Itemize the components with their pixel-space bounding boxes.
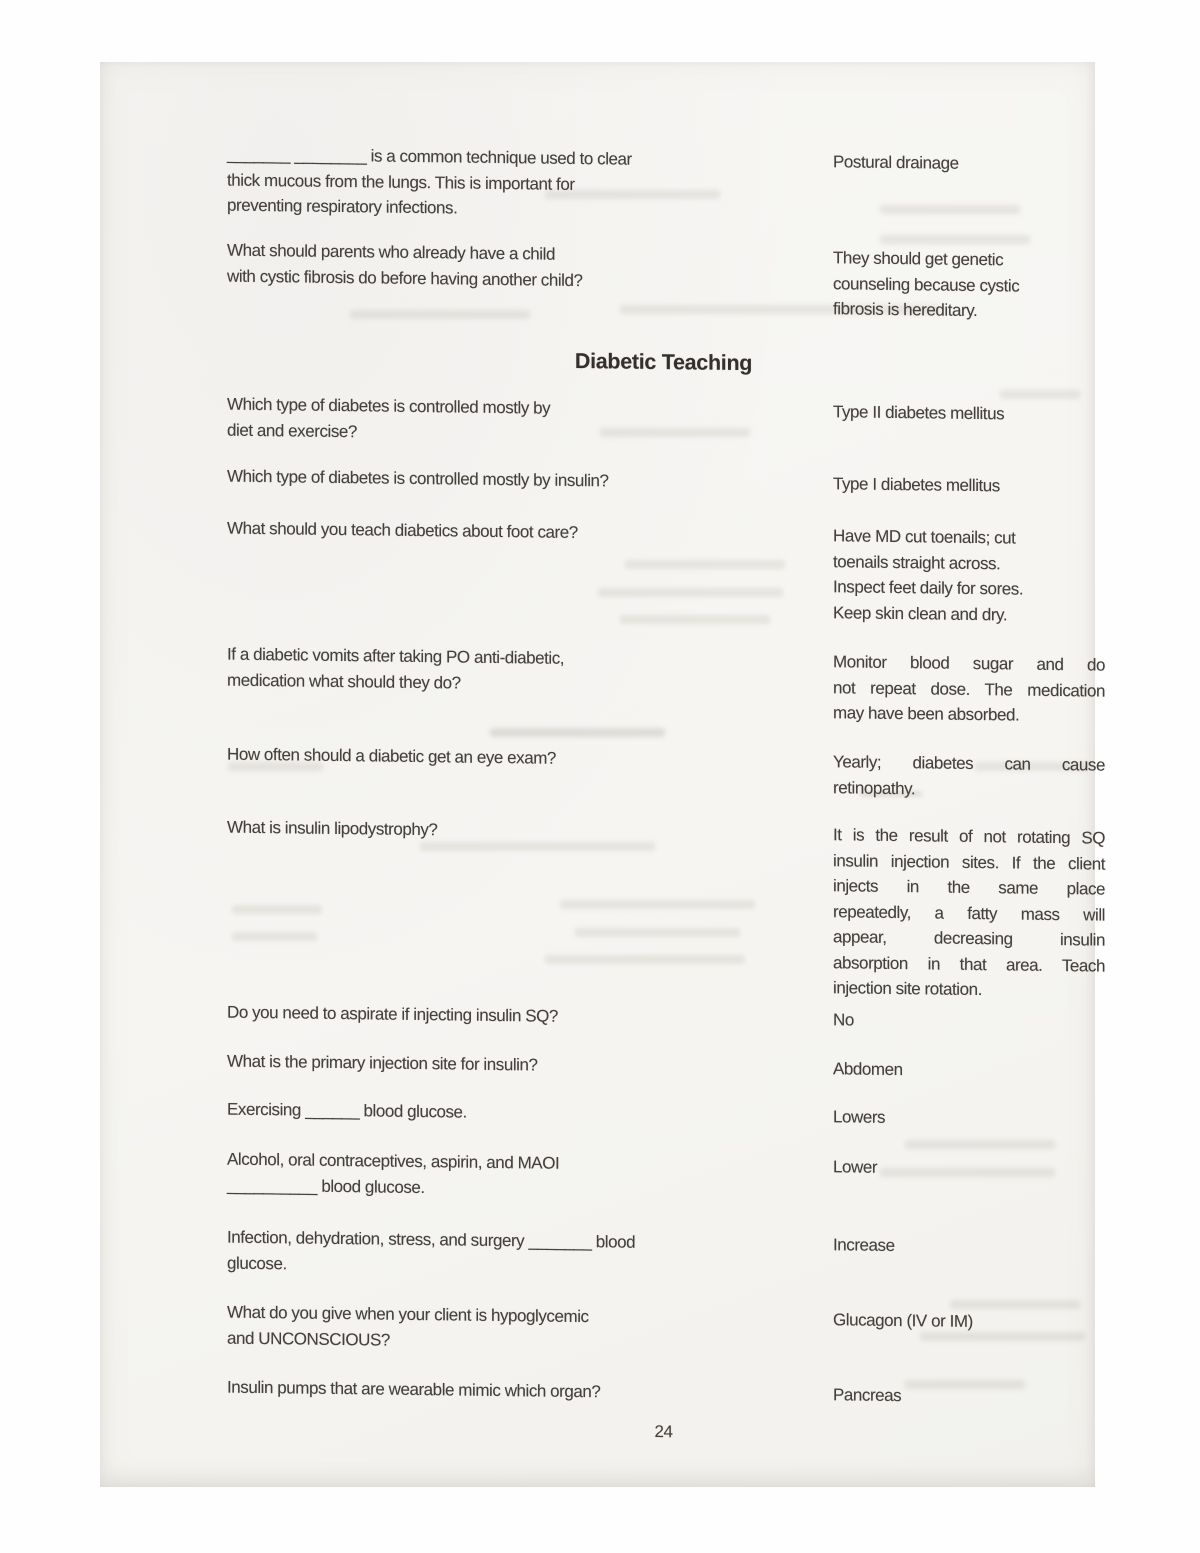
- answer-text: Abdomen: [833, 1059, 903, 1080]
- answer-text: Lower: [833, 1157, 878, 1177]
- question-text: What is the primary injection site for insulin?: [227, 1051, 538, 1075]
- qa-row: [227, 238, 1100, 321]
- answer-text: Postural drainage: [833, 152, 959, 173]
- qa-row: [227, 1375, 1100, 1406]
- qa-row: [227, 1300, 1100, 1350]
- qa-row: [227, 815, 1105, 1000]
- question-text: Infection, dehydration, stress, and surgery _______ blood glucose.: [227, 1227, 636, 1273]
- answer-text: They should get genetic counseling because cystic fibrosis is hereditary.: [833, 248, 1020, 321]
- question-text: What should parents who already have a child with cystic fibrosis do before having another child?: [227, 240, 583, 290]
- answer-text: Glucagon (IV or IM): [833, 1310, 973, 1331]
- question-text: If a diabetic vomits after taking PO anti-diabetic, medication what should they do?: [227, 644, 565, 693]
- answer-text: It is the result of not rotating SQ insulin injection sites. If the client injects in the same place repeatedly, a fatty mass will appear, decreasing insulin absorption in that area. Teach injection site rotation.: [833, 825, 1105, 1000]
- qa-row: [227, 1097, 1100, 1127]
- question-text: Which type of diabetes is controlled mostly by diet and exercise?: [227, 394, 551, 441]
- question-text: Which type of diabetes is controlled mostly by insulin?: [227, 466, 609, 491]
- answer-text: Type I diabetes mellitus: [833, 474, 1000, 496]
- question-text: Do you need to aspirate if injecting insulin SQ?: [227, 1002, 558, 1026]
- question-text: What is insulin lipodystrophy?: [227, 817, 438, 840]
- qa-row: [227, 642, 1105, 725]
- qa-row: [227, 516, 1100, 624]
- question-text: How often should a diabetic get an eye exam?: [227, 744, 556, 768]
- answer-text: Lowers: [833, 1107, 886, 1127]
- section-heading: Diabetic Teaching: [574, 348, 753, 376]
- answer-text: No: [833, 1010, 854, 1030]
- question-text: _______ ________ is a common technique used to clear thick mucous from the lungs. This is important for preventing respiratory infections.: [227, 144, 632, 218]
- qa-row: [227, 1147, 1100, 1197]
- answer-text: Increase: [833, 1235, 895, 1255]
- answer-text: Yearly; diabetes can cause retinopathy.: [833, 752, 1105, 798]
- answer-text: Monitor blood sugar and do not repeat dose. The medication may have been absorbed.: [833, 652, 1105, 725]
- scanned-document-page: [100, 62, 1105, 1487]
- qa-row: [227, 392, 1100, 441]
- qa-row: [227, 742, 1105, 798]
- page-content: [100, 62, 1105, 1500]
- answer-text: Pancreas: [833, 1385, 902, 1406]
- qa-row: [227, 1049, 1100, 1080]
- qa-row: [227, 1225, 1100, 1273]
- question-text: Alcohol, oral contraceptives, aspirin, and MAOI __________ blood glucose.: [227, 1149, 560, 1197]
- answer-text: Type II diabetes mellitus: [833, 402, 1005, 424]
- answer-text: Have MD cut toenails; cut toenails straight across. Inspect feet daily for sores. Keep skin clean and dry.: [833, 526, 1024, 624]
- question-text: Insulin pumps that are wearable mimic which organ?: [227, 1377, 601, 1402]
- question-text: What should you teach diabetics about foot care?: [227, 518, 578, 543]
- page-number: 24: [654, 1421, 673, 1442]
- question-text: Exercising ______ blood glucose.: [227, 1099, 467, 1122]
- qa-row: [227, 464, 1100, 496]
- question-text: What do you give when your client is hypoglycemic and UNCONSCIOUS?: [227, 1302, 589, 1350]
- qa-row: [227, 142, 1100, 218]
